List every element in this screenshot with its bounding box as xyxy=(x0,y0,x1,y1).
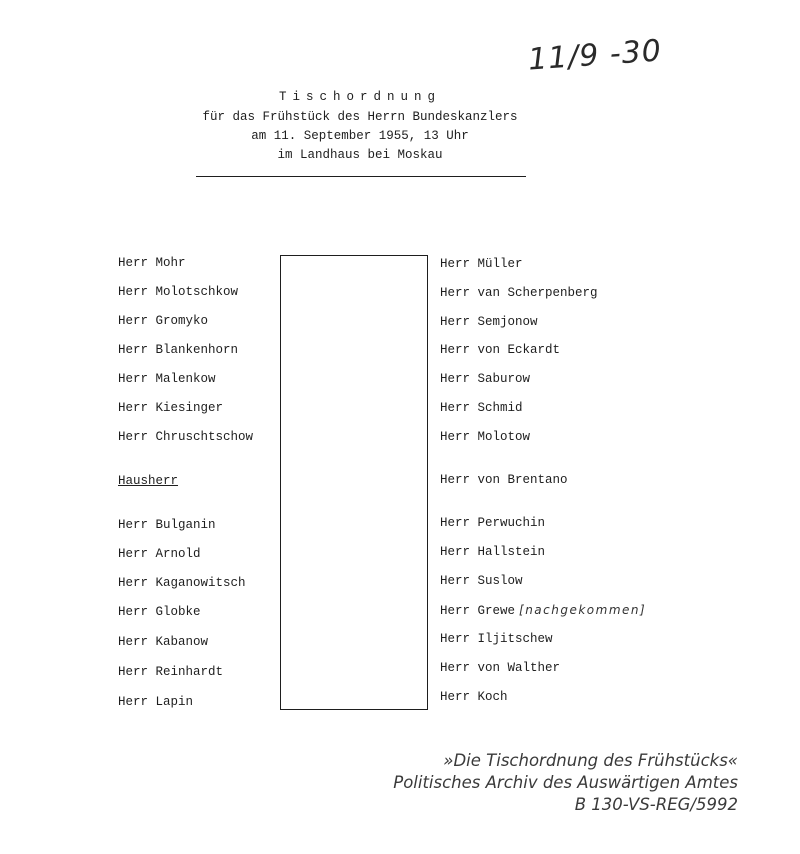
left-guest: Herr Molotschkow xyxy=(118,285,239,299)
right-guest: Herr von Walther xyxy=(440,661,561,675)
handwritten-addition: [nachgekommen] xyxy=(519,603,647,617)
right-guest-row xyxy=(440,603,646,618)
left-guest: Herr Chruschtschow xyxy=(118,430,254,444)
right-guest: Herr Grewe xyxy=(440,604,516,618)
left-guest: Herr Kabanow xyxy=(118,635,209,649)
right-guest: Herr Iljitschew xyxy=(440,632,553,646)
caption-line-3: B 130-VS-REG/5992 xyxy=(574,795,738,814)
document-title: Tischordnung xyxy=(278,90,441,104)
right-guest: Herr Perwuchin xyxy=(440,516,546,530)
right-guest: Herr von Brentano xyxy=(440,473,568,487)
host-label: Hausherr xyxy=(118,474,179,488)
right-guest: Herr Koch xyxy=(440,690,508,704)
left-guest: Herr Globke xyxy=(118,605,201,619)
right-guest: Herr Semjonow xyxy=(440,315,538,329)
left-guest: Herr Blankenhorn xyxy=(118,343,239,357)
left-guest: Herr Kiesinger xyxy=(118,401,224,415)
header-line-1: für das Frühstück des Herrn Bundeskanzlers xyxy=(202,110,518,124)
left-guest: Herr Reinhardt xyxy=(118,665,224,679)
right-guest: Herr Hallstein xyxy=(440,545,546,559)
document-header xyxy=(150,90,570,167)
right-guest: Herr van Scherpenberg xyxy=(440,286,598,300)
caption-line-2: Politisches Archiv des Auswärtigen Amtes xyxy=(393,773,738,792)
left-guest: Herr Arnold xyxy=(118,547,201,561)
table-outline xyxy=(280,255,428,710)
right-guest: Herr Müller xyxy=(440,257,523,271)
left-guest: Herr Kaganowitsch xyxy=(118,576,246,590)
right-guest: Herr Suslow xyxy=(440,574,523,588)
left-guest: Herr Lapin xyxy=(118,695,194,709)
right-guest: Herr von Eckardt xyxy=(440,343,561,357)
header-line-3: im Landhaus bei Moskau xyxy=(277,148,443,162)
left-guest: Herr Mohr xyxy=(118,256,186,270)
caption xyxy=(393,750,738,816)
right-guest: Herr Saburow xyxy=(440,372,531,386)
left-guest: Herr Bulganin xyxy=(118,518,216,532)
handwritten-note: 11/9 -30 xyxy=(526,33,663,78)
header-rule xyxy=(196,176,526,177)
caption-line-1: »Die Tischordnung des Frühstücks« xyxy=(443,751,738,770)
left-guest: Herr Malenkow xyxy=(118,372,216,386)
right-guest: Herr Molotow xyxy=(440,430,531,444)
header-line-2: am 11. September 1955, 13 Uhr xyxy=(251,129,469,143)
left-guest: Herr Gromyko xyxy=(118,314,209,328)
right-guest: Herr Schmid xyxy=(440,401,523,415)
